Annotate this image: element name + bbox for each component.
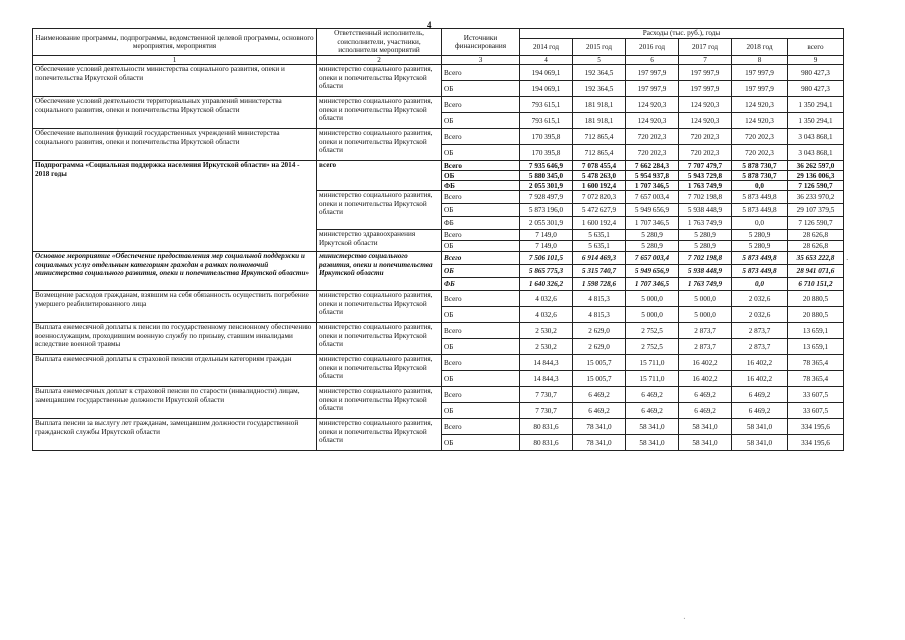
value-cell: 124 920,3: [679, 97, 732, 113]
value-cell: 7 149,0: [520, 230, 573, 241]
value-cell: 2 032,6: [732, 307, 788, 323]
value-cell: 78 341,0: [573, 435, 626, 451]
value-cell: 2 752,5: [626, 339, 679, 355]
value-cell: 58 341,0: [732, 419, 788, 435]
source-cell: Всего: [442, 161, 520, 171]
value-cell: 2 055 301,9: [520, 217, 573, 230]
value-cell: 5 949 656,9: [626, 204, 679, 217]
value-cell: 15 005,7: [573, 371, 626, 387]
value-cell: 2 873,7: [679, 339, 732, 355]
value-cell: 15 005,7: [573, 355, 626, 371]
value-cell: 7 657 003,4: [626, 191, 679, 204]
total-cell: 28 941 071,6: [788, 265, 844, 278]
value-cell: 7 506 101,5: [520, 252, 573, 265]
executor-cell: министерство социального развития, опеки и попечительства Иркутской области: [317, 129, 442, 161]
source-cell: ОБ: [442, 81, 520, 97]
total-cell: 20 880,5: [788, 307, 844, 323]
value-cell: 7 702 198,8: [679, 252, 732, 265]
value-cell: 78 341,0: [573, 419, 626, 435]
value-cell: 5 938 448,9: [679, 204, 732, 217]
executor-cell: министерство здравоохранения Иркутской области: [317, 230, 442, 252]
executor-cell: министерство социального развития, опеки и попечительства Иркутской области: [317, 323, 442, 355]
value-cell: 712 865,4: [573, 129, 626, 145]
value-cell: 5 938 448,9: [679, 265, 732, 278]
subprogram-name: Подпрограмма «Социальная поддержка населения Иркутской области» на 2014 - 2018 годы: [33, 161, 317, 252]
value-cell: 2 629,0: [573, 323, 626, 339]
value-cell: 194 069,1: [520, 65, 573, 81]
value-cell: 6 469,2: [573, 403, 626, 419]
value-cell: 15 711,0: [626, 355, 679, 371]
value-cell: 5 873 449,8: [732, 204, 788, 217]
value-cell: 14 844,3: [520, 371, 573, 387]
value-cell: 5 865 775,3: [520, 265, 573, 278]
value-cell: 197 997,9: [626, 65, 679, 81]
value-cell: 5 878 730,7: [732, 171, 788, 181]
value-cell: 5 472 627,9: [573, 204, 626, 217]
value-cell: 5 000,0: [626, 307, 679, 323]
source-cell: ОБ: [442, 371, 520, 387]
source-cell: ФБ: [442, 181, 520, 191]
value-cell: 170 395,8: [520, 129, 573, 145]
total-cell: 980 427,3: [788, 81, 844, 97]
total-cell: 980 427,3: [788, 65, 844, 81]
table-row: [33, 65, 844, 81]
value-cell: 194 069,1: [520, 81, 573, 97]
total-cell: 1 350 294,1: [788, 97, 844, 113]
total-cell: 20 880,5: [788, 291, 844, 307]
page-number: 4: [427, 20, 432, 30]
value-cell: 5 000,0: [679, 291, 732, 307]
value-cell: 197 997,9: [679, 81, 732, 97]
source-cell: ОБ: [442, 307, 520, 323]
value-cell: 192 364,5: [573, 81, 626, 97]
value-cell: 712 865,4: [573, 145, 626, 161]
header-executor: Ответственный исполнитель, соисполнители, участники, исполнители мероприятий: [317, 29, 442, 56]
total-cell: 334 195,6: [788, 419, 844, 435]
source-cell: ОБ: [442, 171, 520, 181]
total-cell: 36 262 597,0: [788, 161, 844, 171]
source-cell: Всего: [442, 291, 520, 307]
total-cell: 3 043 868,1: [788, 145, 844, 161]
main-event-name: Основное мероприятие «Обеспечение предоставления мер социальной поддержки и социальных услуг отдельным категориям граждан в рамках полномочий министерства социального развития, опеки и попечительства Иркутской области»: [33, 252, 317, 291]
source-cell: Всего: [442, 97, 520, 113]
header-year: 2015 год: [573, 39, 626, 56]
value-cell: 197 997,9: [626, 81, 679, 97]
source-cell: Всего: [442, 230, 520, 241]
total-cell: 78 365,4: [788, 355, 844, 371]
value-cell: 2 873,7: [732, 323, 788, 339]
value-cell: 5 280,9: [679, 230, 732, 241]
value-cell: 5 635,1: [573, 230, 626, 241]
value-cell: 170 395,8: [520, 145, 573, 161]
source-cell: Всего: [442, 419, 520, 435]
value-cell: 5 949 656,9: [626, 265, 679, 278]
source-cell: Всего: [442, 355, 520, 371]
value-cell: 192 364,5: [573, 65, 626, 81]
table-row: [33, 355, 844, 371]
header-source: Источники финансирования: [442, 29, 520, 56]
total-cell: 28 626,8: [788, 241, 844, 252]
value-cell: 793 615,1: [520, 97, 573, 113]
executor-cell: министерство социального развития, опеки и попечительства Иркутской области: [317, 97, 442, 129]
total-cell: 33 607,5: [788, 403, 844, 419]
executor-cell: министерство социального развития, опеки и попечительства Иркутской области: [317, 355, 442, 387]
value-cell: 1 640 326,2: [520, 278, 573, 291]
value-cell: 16 402,2: [732, 355, 788, 371]
value-cell: 720 202,3: [626, 145, 679, 161]
value-cell: 720 202,3: [732, 145, 788, 161]
value-cell: 80 831,6: [520, 419, 573, 435]
value-cell: 1 763 749,9: [679, 181, 732, 191]
value-cell: 2 530,2: [520, 323, 573, 339]
total-cell: 7 126 590,7: [788, 217, 844, 230]
total-cell: 6 710 151,2: [788, 278, 844, 291]
source-cell: ОБ: [442, 339, 520, 355]
value-cell: 7 730,7: [520, 403, 573, 419]
value-cell: 58 341,0: [626, 435, 679, 451]
source-cell: Всего: [442, 65, 520, 81]
column-number: 3: [442, 56, 520, 65]
executor-cell: министерство социального развития, опеки и попечительства Иркутской области: [317, 387, 442, 419]
item-name: Выплата пенсии за выслугу лет гражданам, замещавшим должности государственной гражданской службы Иркутской области: [33, 419, 317, 451]
source-cell: Всего: [442, 387, 520, 403]
header-year: 2014 год: [520, 39, 573, 56]
value-cell: 181 918,1: [573, 97, 626, 113]
value-cell: 58 341,0: [732, 435, 788, 451]
column-number: 8: [732, 56, 788, 65]
source-cell: ФБ: [442, 217, 520, 230]
value-cell: 720 202,3: [732, 129, 788, 145]
item-name: Обеспечение условий деятельности министерства социального развития, опеки и попечительства Иркутской области: [33, 65, 317, 97]
value-cell: 5 878 730,7: [732, 161, 788, 171]
value-cell: 0,0: [732, 181, 788, 191]
value-cell: 7 707 479,7: [679, 161, 732, 171]
column-number: 1: [33, 56, 317, 65]
budget-table: [32, 28, 844, 451]
total-cell: 78 365,4: [788, 371, 844, 387]
total-cell: 13 659,1: [788, 339, 844, 355]
executor-cell: министерство социального развития, опеки и попечительства Иркутской области: [317, 419, 442, 451]
value-cell: 4 032,6: [520, 307, 573, 323]
executor-cell: министерство социального развития, опеки и попечительства Иркутской области: [317, 191, 442, 230]
value-cell: 0,0: [732, 217, 788, 230]
value-cell: 5 943 729,8: [679, 171, 732, 181]
value-cell: 4 815,3: [573, 307, 626, 323]
value-cell: 124 920,3: [626, 113, 679, 129]
value-cell: 1 763 749,9: [679, 217, 732, 230]
value-cell: 5 880 345,0: [520, 171, 573, 181]
value-cell: 5 954 937,8: [626, 171, 679, 181]
value-cell: 5 000,0: [626, 291, 679, 307]
value-cell: 2 629,0: [573, 339, 626, 355]
total-cell: 13 659,1: [788, 323, 844, 339]
value-cell: 2 055 301,9: [520, 181, 573, 191]
value-cell: 7 730,7: [520, 387, 573, 403]
table-row: [33, 129, 844, 145]
value-cell: 124 920,3: [626, 97, 679, 113]
table-row: [33, 97, 844, 113]
column-number: 6: [626, 56, 679, 65]
table-row: [33, 419, 844, 435]
value-cell: 6 469,2: [626, 387, 679, 403]
table-row: [33, 323, 844, 339]
value-cell: 15 711,0: [626, 371, 679, 387]
source-cell: Всего: [442, 252, 520, 265]
source-cell: ОБ: [442, 435, 520, 451]
value-cell: 0,0: [732, 278, 788, 291]
value-cell: 181 918,1: [573, 113, 626, 129]
value-cell: 720 202,3: [679, 129, 732, 145]
value-cell: 7 928 497,9: [520, 191, 573, 204]
source-cell: ОБ: [442, 403, 520, 419]
header-total: всего: [788, 39, 844, 56]
total-cell: 29 136 006,3: [788, 171, 844, 181]
value-cell: 6 914 469,3: [573, 252, 626, 265]
value-cell: 2 873,7: [732, 339, 788, 355]
total-cell: 7 126 590,7: [788, 181, 844, 191]
value-cell: 16 402,2: [679, 355, 732, 371]
value-cell: 197 997,9: [732, 81, 788, 97]
value-cell: 5 635,1: [573, 241, 626, 252]
header-year: 2016 год: [626, 39, 679, 56]
value-cell: 6 469,2: [732, 387, 788, 403]
total-cell: 1 350 294,1: [788, 113, 844, 129]
total-cell: 334 195,6: [788, 435, 844, 451]
value-cell: 16 402,2: [732, 371, 788, 387]
value-cell: 720 202,3: [626, 129, 679, 145]
value-cell: 5 873 449,8: [732, 191, 788, 204]
value-cell: 793 615,1: [520, 113, 573, 129]
value-cell: 7 702 198,8: [679, 191, 732, 204]
value-cell: 124 920,3: [679, 113, 732, 129]
total-cell: 29 107 379,5: [788, 204, 844, 217]
value-cell: 5 280,9: [679, 241, 732, 252]
column-number: 7: [679, 56, 732, 65]
value-cell: 16 402,2: [679, 371, 732, 387]
header-expenses: Расходы (тыс. руб.), годы: [520, 29, 844, 39]
value-cell: 58 341,0: [679, 435, 732, 451]
header-year: 2017 год: [679, 39, 732, 56]
value-cell: 4 032,6: [520, 291, 573, 307]
source-cell: Всего: [442, 323, 520, 339]
source-cell: ОБ: [442, 265, 520, 278]
value-cell: 5 873 449,8: [732, 265, 788, 278]
value-cell: 58 341,0: [626, 419, 679, 435]
executor-cell: министерство социального развития, опеки и попечительства Иркутской области: [317, 291, 442, 323]
value-cell: 6 469,2: [573, 387, 626, 403]
executor-cell: всего: [317, 161, 442, 191]
value-cell: 5 873 196,0: [520, 204, 573, 217]
column-number: 9: [788, 56, 844, 65]
value-cell: 7 935 646,9: [520, 161, 573, 171]
source-cell: ОБ: [442, 204, 520, 217]
source-cell: Всего: [442, 129, 520, 145]
value-cell: 5 280,9: [626, 241, 679, 252]
value-cell: 5 280,9: [732, 241, 788, 252]
value-cell: 5 280,9: [626, 230, 679, 241]
value-cell: 14 844,3: [520, 355, 573, 371]
value-cell: 1 600 192,4: [573, 181, 626, 191]
value-cell: 6 469,2: [679, 403, 732, 419]
value-cell: 5 873 449,8: [732, 252, 788, 265]
column-number: 5: [573, 56, 626, 65]
header-name: Наименование программы, подпрограммы, ведомственной целевой программы, основного мероприятия, мероприятия: [33, 29, 317, 56]
value-cell: 80 831,6: [520, 435, 573, 451]
value-cell: 5 000,0: [679, 307, 732, 323]
value-cell: 1 707 346,5: [626, 217, 679, 230]
scan-mark: ˈ: [683, 617, 686, 625]
value-cell: 7 149,0: [520, 241, 573, 252]
value-cell: 7 072 820,3: [573, 191, 626, 204]
value-cell: 124 920,3: [732, 97, 788, 113]
table-row: [33, 252, 844, 265]
item-name: Выплата ежемесячных доплат к страховой пенсии по старости (инвалидности) лицам, замещавшим государственные должности Иркутской области: [33, 387, 317, 419]
item-name: Выплата ежемесячной доплаты к страховой пенсии отдельным категориям граждан: [33, 355, 317, 387]
source-cell: ОБ: [442, 145, 520, 161]
value-cell: 2 530,2: [520, 339, 573, 355]
total-cell: 28 626,8: [788, 230, 844, 241]
total-cell: 3 043 868,1: [788, 129, 844, 145]
value-cell: 7 657 003,4: [626, 252, 679, 265]
value-cell: 4 815,3: [573, 291, 626, 307]
value-cell: 5 280,9: [732, 230, 788, 241]
total-cell: 36 233 970,2: [788, 191, 844, 204]
value-cell: 6 469,2: [679, 387, 732, 403]
value-cell: 7 078 455,4: [573, 161, 626, 171]
column-numbers-row: [33, 56, 844, 65]
value-cell: 124 920,3: [732, 113, 788, 129]
value-cell: 1 763 749,9: [679, 278, 732, 291]
total-cell: 33 607,5: [788, 387, 844, 403]
item-name: Возмещение расходов гражданам, взявшим на себя обязанность осуществить погребение умершего реабилитированного лица: [33, 291, 317, 323]
value-cell: 1 600 192,4: [573, 217, 626, 230]
value-cell: 6 469,2: [732, 403, 788, 419]
item-name: Обеспечение выполнения функций государственных учреждений министерства социального развития, опеки и попечительства Иркутской области: [33, 129, 317, 161]
table-row: [33, 291, 844, 307]
source-cell: Всего: [442, 191, 520, 204]
executor-cell: министерство социального развития, опеки и попечительства Иркутской области: [317, 65, 442, 97]
column-number: 2: [317, 56, 442, 65]
item-name: Выплата ежемесячной доплаты к пенсии по государственному пенсионному обеспечению военнослужащим, проходившим военную службу по призыву, ставшим инвалидами вследствие военной травмы: [33, 323, 317, 355]
value-cell: 720 202,3: [679, 145, 732, 161]
table-row: [33, 161, 844, 171]
executor-cell: министерство социального развития, опеки и попечительства Иркутской области: [317, 252, 442, 291]
column-number: 4: [520, 56, 573, 65]
value-cell: 5 478 263,0: [573, 171, 626, 181]
value-cell: 58 341,0: [679, 419, 732, 435]
scan-mark: ·: [846, 256, 849, 264]
value-cell: 2 752,5: [626, 323, 679, 339]
value-cell: 197 997,9: [679, 65, 732, 81]
value-cell: 2 032,6: [732, 291, 788, 307]
header-year: 2018 год: [732, 39, 788, 56]
value-cell: 197 997,9: [732, 65, 788, 81]
value-cell: 1 707 346,5: [626, 278, 679, 291]
value-cell: 5 315 740,7: [573, 265, 626, 278]
value-cell: 7 662 284,3: [626, 161, 679, 171]
value-cell: 2 873,7: [679, 323, 732, 339]
value-cell: 6 469,2: [626, 403, 679, 419]
source-cell: ОБ: [442, 113, 520, 129]
source-cell: ФБ: [442, 278, 520, 291]
total-cell: 35 653 222,8: [788, 252, 844, 265]
value-cell: 1 598 728,6: [573, 278, 626, 291]
table-row: [33, 387, 844, 403]
source-cell: ОБ: [442, 241, 520, 252]
value-cell: 1 707 346,5: [626, 181, 679, 191]
item-name: Обеспечение условий деятельности территориальных управлений министерства социального развития, опеки и попечительства Иркутской области: [33, 97, 317, 129]
